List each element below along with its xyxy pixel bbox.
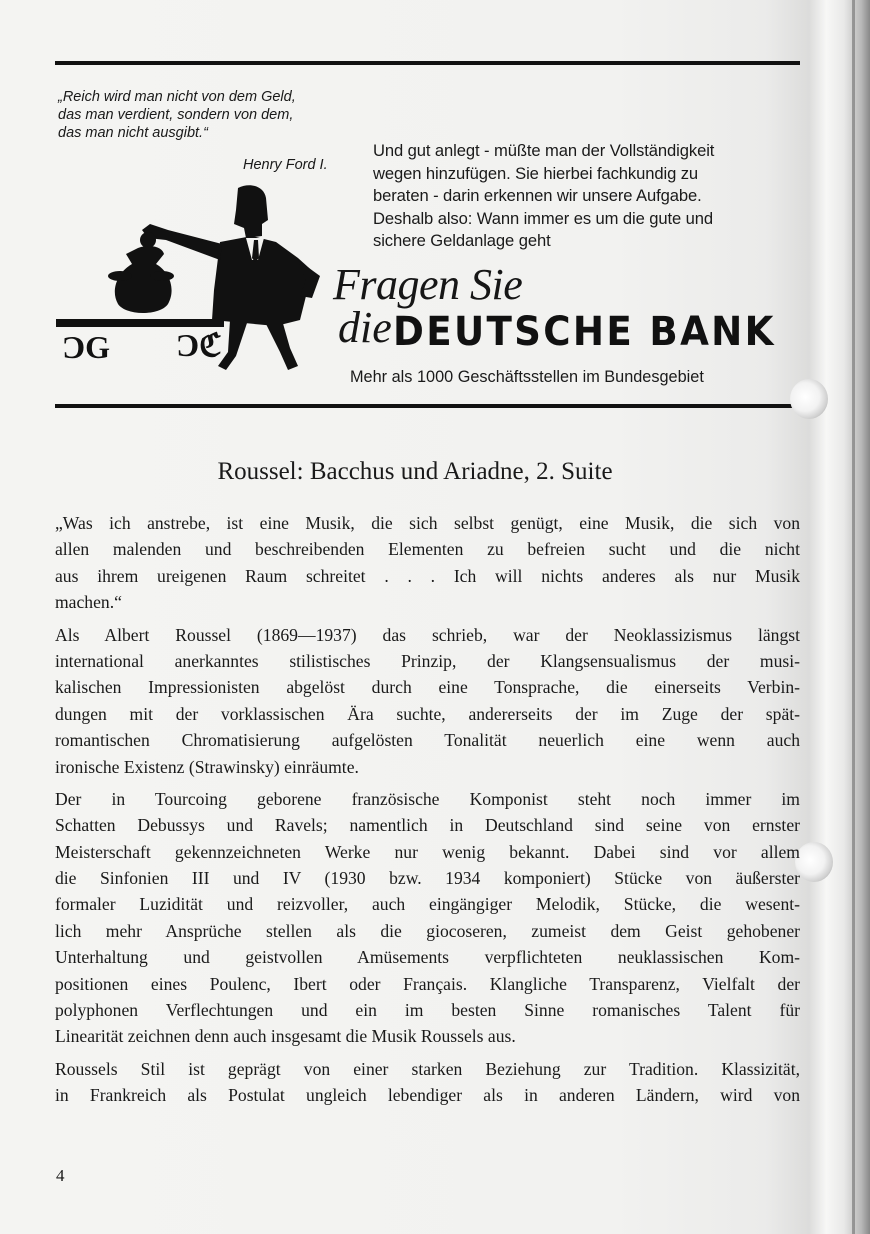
ad-copy-line: Und gut anlegt - müßte man der Vollständigkeit <box>373 141 715 160</box>
paragraph <box>55 1056 800 1109</box>
quote-line: das man verdient, sondern von dem, <box>58 107 294 123</box>
text-line: allen malenden und beschreibenden Elementen zu befreien sucht und die nicht <box>55 539 800 560</box>
book-spine-shadow <box>852 0 855 1234</box>
text-line: romantischen Chromatisierung aufgelösten Tonalität neuerlich eine wenn auch <box>55 730 800 751</box>
text-line: international anerkanntes stilistisches Prinzip, der Klangsensualismus der musi- <box>55 650 800 671</box>
quote-author: Henry Ford I. <box>243 157 328 173</box>
paragraph <box>55 622 800 780</box>
article-title: Roussel: Bacchus und Ariadne, 2. Suite <box>217 458 613 485</box>
quote-line: „Reich wird man nicht von dem Geld, <box>58 89 296 105</box>
ford-quote <box>58 88 358 142</box>
brand-deutsche-bank: DEUTSCHE BANK <box>393 309 776 355</box>
text-line: polyphonen Verflechtungen und ein im besten Sinne romanisches Talent für <box>55 1000 800 1021</box>
text-line: machen.“ <box>55 592 122 613</box>
punch-hole <box>795 842 833 882</box>
text-line: Roussels Stil ist geprägt von einer starken Beziehung zur Tradition. Klassizität, <box>55 1058 800 1079</box>
text-line: in Frankreich als Postulat ungleich lebendiger als in anderen Ländern, wird von <box>55 1085 800 1106</box>
branch-count-tagline: Mehr als 1000 Geschäftsstellen im Bundesgebiet <box>350 368 704 386</box>
ad-copy-line: beraten - darin erkennen wir unsere Aufgabe. <box>373 186 702 205</box>
text-line: „Was ich anstrebe, ist eine Musik, die sich selbst genügt, eine Musik, die sich von <box>55 513 800 533</box>
text-line: positionen eines Poulenc, Ibert oder Français. Klangliche Transparenz, Vielfalt der <box>55 973 800 994</box>
ad-copy-line: sichere Geldanlage geht <box>373 231 551 250</box>
scale-foot-ornament: Ɔℭ <box>176 327 222 363</box>
text-line: dungen mit der vorklassischen Ära suchte, andererseits der im Zuge der spät- <box>55 703 800 724</box>
paragraph <box>55 786 800 1050</box>
slogan-die: die <box>338 303 392 352</box>
ad-top-rule <box>55 61 800 65</box>
text-line: Meisterschaft gekennzeichneten Werke nur wenig bekannt. Dabei sind vor allem <box>55 841 800 862</box>
slogan-fragen-sie: Fragen Sie <box>333 260 523 309</box>
text-line: die Sinfonien III und IV (1930 bzw. 1934 komponiert) Stücke von äußerster <box>55 868 800 889</box>
text-line: lich mehr Ansprüche stellen als die giocoseren, zumeist dem Geist gehobener <box>55 920 800 941</box>
scale-foot-ornament: ƆG <box>62 329 110 365</box>
ad-copy-line: Deshalb also: Wann immer es um die gute und <box>373 208 714 228</box>
text-line: aus ihrem ureigenen Raum schreitet . . . Ich will nichts anderes als nur Musik <box>55 565 800 586</box>
page-number: 4 <box>56 1166 65 1185</box>
ad-body-copy <box>373 140 803 253</box>
text-line: Unterhaltung und geistvollen Amüsements verpflichteten neuklassischen Kom- <box>55 947 800 968</box>
paragraph <box>55 510 800 616</box>
punch-hole <box>790 379 828 419</box>
article-body <box>55 510 800 1115</box>
text-line: Linearität zeichnen denn auch insgesamt die Musik Roussels aus. <box>55 1026 516 1047</box>
text-line: Als Albert Roussel (1869—1937) das schrieb, war der Neoklassizismus längst <box>55 624 800 645</box>
scale-bar <box>56 319 224 327</box>
text-line: ironische Existenz (Strawinsky) einräumte. <box>55 756 359 777</box>
ad-copy-line: wegen hinzufügen. Sie hierbei fachkundig zu <box>373 163 699 183</box>
text-line: formaler Luzidität und reizvoller, auch eingängiger Melodik, Stücke, die wesent- <box>55 894 800 915</box>
text-line: Der in Tourcoing geborene französische Komponist steht noch immer im <box>55 788 800 809</box>
man-with-moneybag-illustration <box>50 180 330 380</box>
moneybag-icon <box>108 246 174 313</box>
quote-line: das man nicht ausgibt.“ <box>58 125 208 141</box>
ad-bottom-rule <box>55 404 795 408</box>
text-line: Schatten Debussys und Ravels; namentlich in Deutschland sind seine von ernster <box>55 815 800 836</box>
text-line: kalischen Impressionisten abgelöst durch eine Tonsprache, die einerseits Verbin- <box>55 677 800 698</box>
